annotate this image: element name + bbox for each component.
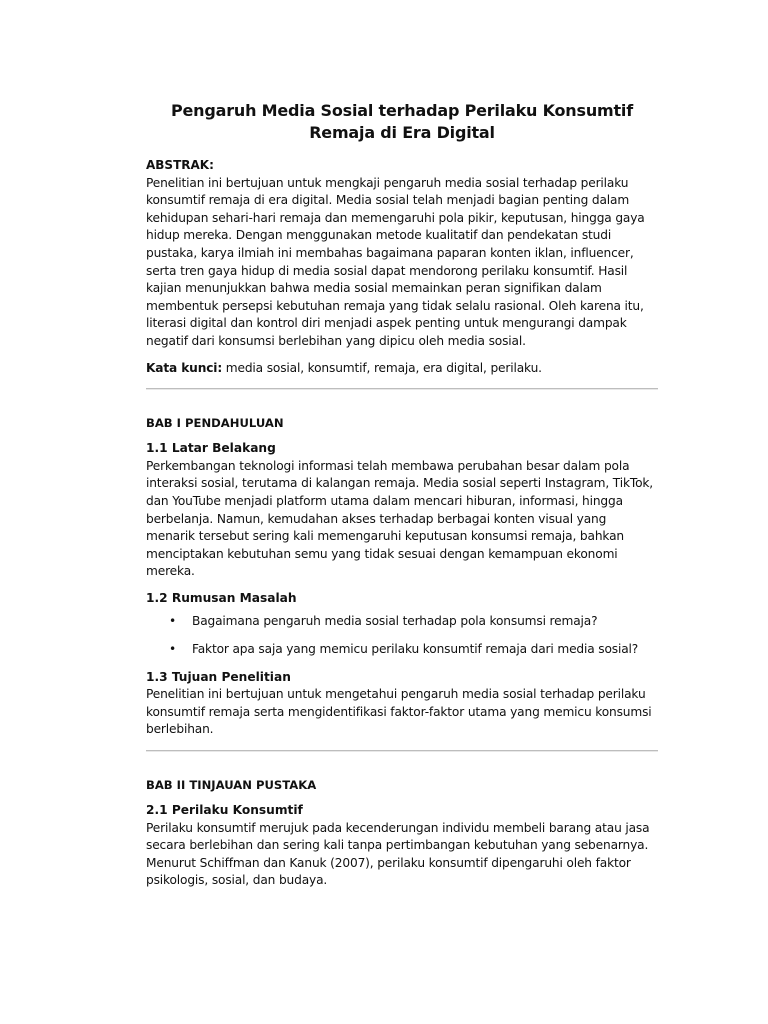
keywords-label: Kata kunci: bbox=[146, 360, 223, 375]
subsection-title: 1.2 Rumusan Masalah bbox=[146, 590, 297, 605]
list-item-text: Bagaimana pengaruh media sosial terhadap pola konsumsi remaja? bbox=[192, 614, 598, 629]
abstract-label: ABSTRAK: bbox=[146, 158, 214, 172]
bullet-icon: • bbox=[169, 614, 177, 629]
section-divider bbox=[146, 750, 658, 752]
paragraph-latar-belakang: Perkembangan teknologi informasi telah membawa perubahan besar dalam pola interaksi sosial, terutama di kalangan remaja. Media sosial seperti Instagram, TikTok, dan YouTube menjadi platform utama dalam mencari hiburan, informasi, hingga berbelanja. Namun, kemudahan akses terhadap berbagai konten visual yang menarik tersebut sering kali memengaruhi keputusan konsumsi remaja, bahkan menciptakan kebutuhan semu yang tidak sesuai dengan kemampuan ekonomi mereka. bbox=[146, 458, 654, 579]
chapter-heading: BAB I PENDAHULUAN bbox=[146, 416, 284, 431]
paragraph-tujuan: Penelitian ini bertujuan untuk mengetahui pengaruh media sosial terhadap perilaku konsumtif remaja serta mengidentifikasi faktor-faktor utama yang memicu konsumsi berlebihan. bbox=[146, 687, 652, 737]
section-divider bbox=[146, 388, 658, 390]
keywords-line bbox=[146, 360, 658, 378]
document-title: Pengaruh Media Sosial terhadap Perilaku Konsumtif Remaja di Era Digital bbox=[171, 101, 633, 142]
chapter-heading: BAB II TINJAUAN PUSTAKA bbox=[146, 778, 317, 793]
problem-list bbox=[146, 613, 658, 658]
list-item bbox=[146, 641, 658, 659]
bab1-section bbox=[146, 415, 658, 739]
list-item-text: Faktor apa saja yang memicu perilaku konsumtif remaja dari media sosial? bbox=[192, 642, 639, 657]
keywords-text: media sosial, konsumtif, remaja, era digital, perilaku. bbox=[222, 360, 542, 375]
subsection-title: 1.1 Latar Belakang bbox=[146, 441, 276, 456]
abstract-text: Penelitian ini bertujuan untuk mengkaji pengaruh media sosial terhadap perilaku konsumtif remaja di era digital. Media sosial telah menjadi bagian penting dalam kehidupan sehari-hari remaja dan memengaruhi pola pikir, keputusan, hingga gaya hidup mereka. Dengan menggunakan metode kualitatif dan pendekatan studi pustaka, karya ilmiah ini membahas bagaimana paparan konten iklan, influencer, serta tren gaya hidup di media sosial dapat mendorong perilaku konsumtif. Hasil kajian menunjukkan bahwa media sosial memainkan peran signifikan dalam membentuk persepsi kebutuhan remaja yang tidak selalu rasional. Oleh karena itu, literasi digital dan kontrol diri menjadi aspek penting untuk mengurangi dampak negatif dari konsumsi berlebihan yang dipicu oleh media sosial. bbox=[146, 175, 645, 348]
abstract-section bbox=[146, 157, 658, 377]
paragraph-perilaku-konsumtif: Perilaku konsumtif merujuk pada kecenderungan individu membeli barang atau jasa secara berlebihan dan sering kali tanpa pertimbangan kebutuhan yang sebenarnya. Menurut Schiffman dan Kanuk (2007), perilaku konsumtif dipengaruhi oleh faktor psikologis, sosial, dan budaya. bbox=[146, 820, 650, 888]
document-page bbox=[146, 100, 658, 890]
subsection-title: 1.3 Tujuan Penelitian bbox=[146, 669, 291, 684]
bullet-icon: • bbox=[169, 642, 177, 657]
bab2-section bbox=[146, 777, 658, 890]
subsection-title: 2.1 Perilaku Konsumtif bbox=[146, 803, 303, 818]
list-item bbox=[146, 613, 658, 631]
